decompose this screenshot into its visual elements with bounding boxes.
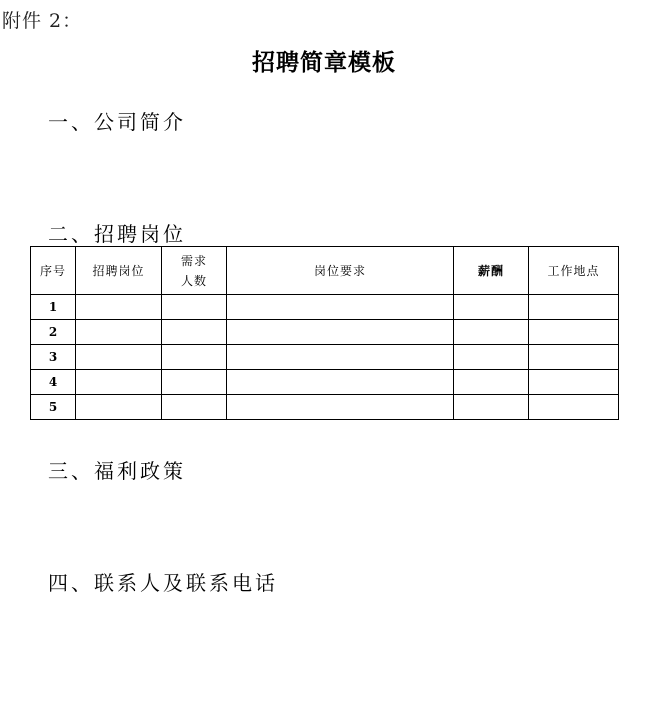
cell-location <box>529 320 619 345</box>
section-heading-company-intro: 一、公司简介 <box>48 110 186 134</box>
cell-salary <box>454 370 529 395</box>
table-row <box>31 295 619 320</box>
header-requirements: 岗位要求 <box>227 247 454 295</box>
cell-location <box>529 345 619 370</box>
row-number: 1 <box>31 295 76 320</box>
cell-salary <box>454 345 529 370</box>
cell-requirements <box>227 370 454 395</box>
cell-location <box>529 395 619 420</box>
table-row <box>31 370 619 395</box>
cell-headcount <box>162 345 227 370</box>
section-heading-positions: 二、招聘岗位 <box>48 222 186 246</box>
cell-headcount <box>162 370 227 395</box>
header-headcount <box>162 247 227 295</box>
table-row <box>31 345 619 370</box>
document-title: 招聘简章模板 <box>252 50 396 76</box>
row-number: 2 <box>31 320 76 345</box>
table-header-row <box>31 247 619 295</box>
header-headcount-line2: 人数 <box>180 273 207 288</box>
section-heading-benefits: 三、福利政策 <box>48 459 186 483</box>
cell-requirements <box>227 345 454 370</box>
cell-headcount <box>162 395 227 420</box>
header-position: 招聘岗位 <box>76 247 162 295</box>
header-salary: 薪酬 <box>454 247 529 295</box>
table-row <box>31 395 619 420</box>
row-number: 3 <box>31 345 76 370</box>
attachment-label: 附件 2： <box>2 10 83 32</box>
section-heading-contact: 四、联系人及联系电话 <box>48 571 278 595</box>
cell-position <box>76 395 162 420</box>
cell-requirements <box>227 295 454 320</box>
table-row <box>31 320 619 345</box>
row-number: 4 <box>31 370 76 395</box>
cell-location <box>529 295 619 320</box>
cell-requirements <box>227 320 454 345</box>
cell-requirements <box>227 395 454 420</box>
positions-table <box>30 246 619 420</box>
row-number: 5 <box>31 395 76 420</box>
cell-salary <box>454 320 529 345</box>
header-location: 工作地点 <box>529 247 619 295</box>
cell-salary <box>454 295 529 320</box>
cell-position <box>76 320 162 345</box>
cell-headcount <box>162 320 227 345</box>
cell-location <box>529 370 619 395</box>
cell-position <box>76 345 162 370</box>
header-headcount-line1: 需求 <box>180 253 207 268</box>
cell-salary <box>454 395 529 420</box>
header-serial: 序号 <box>31 247 76 295</box>
cell-position <box>76 370 162 395</box>
cell-headcount <box>162 295 227 320</box>
cell-position <box>76 295 162 320</box>
